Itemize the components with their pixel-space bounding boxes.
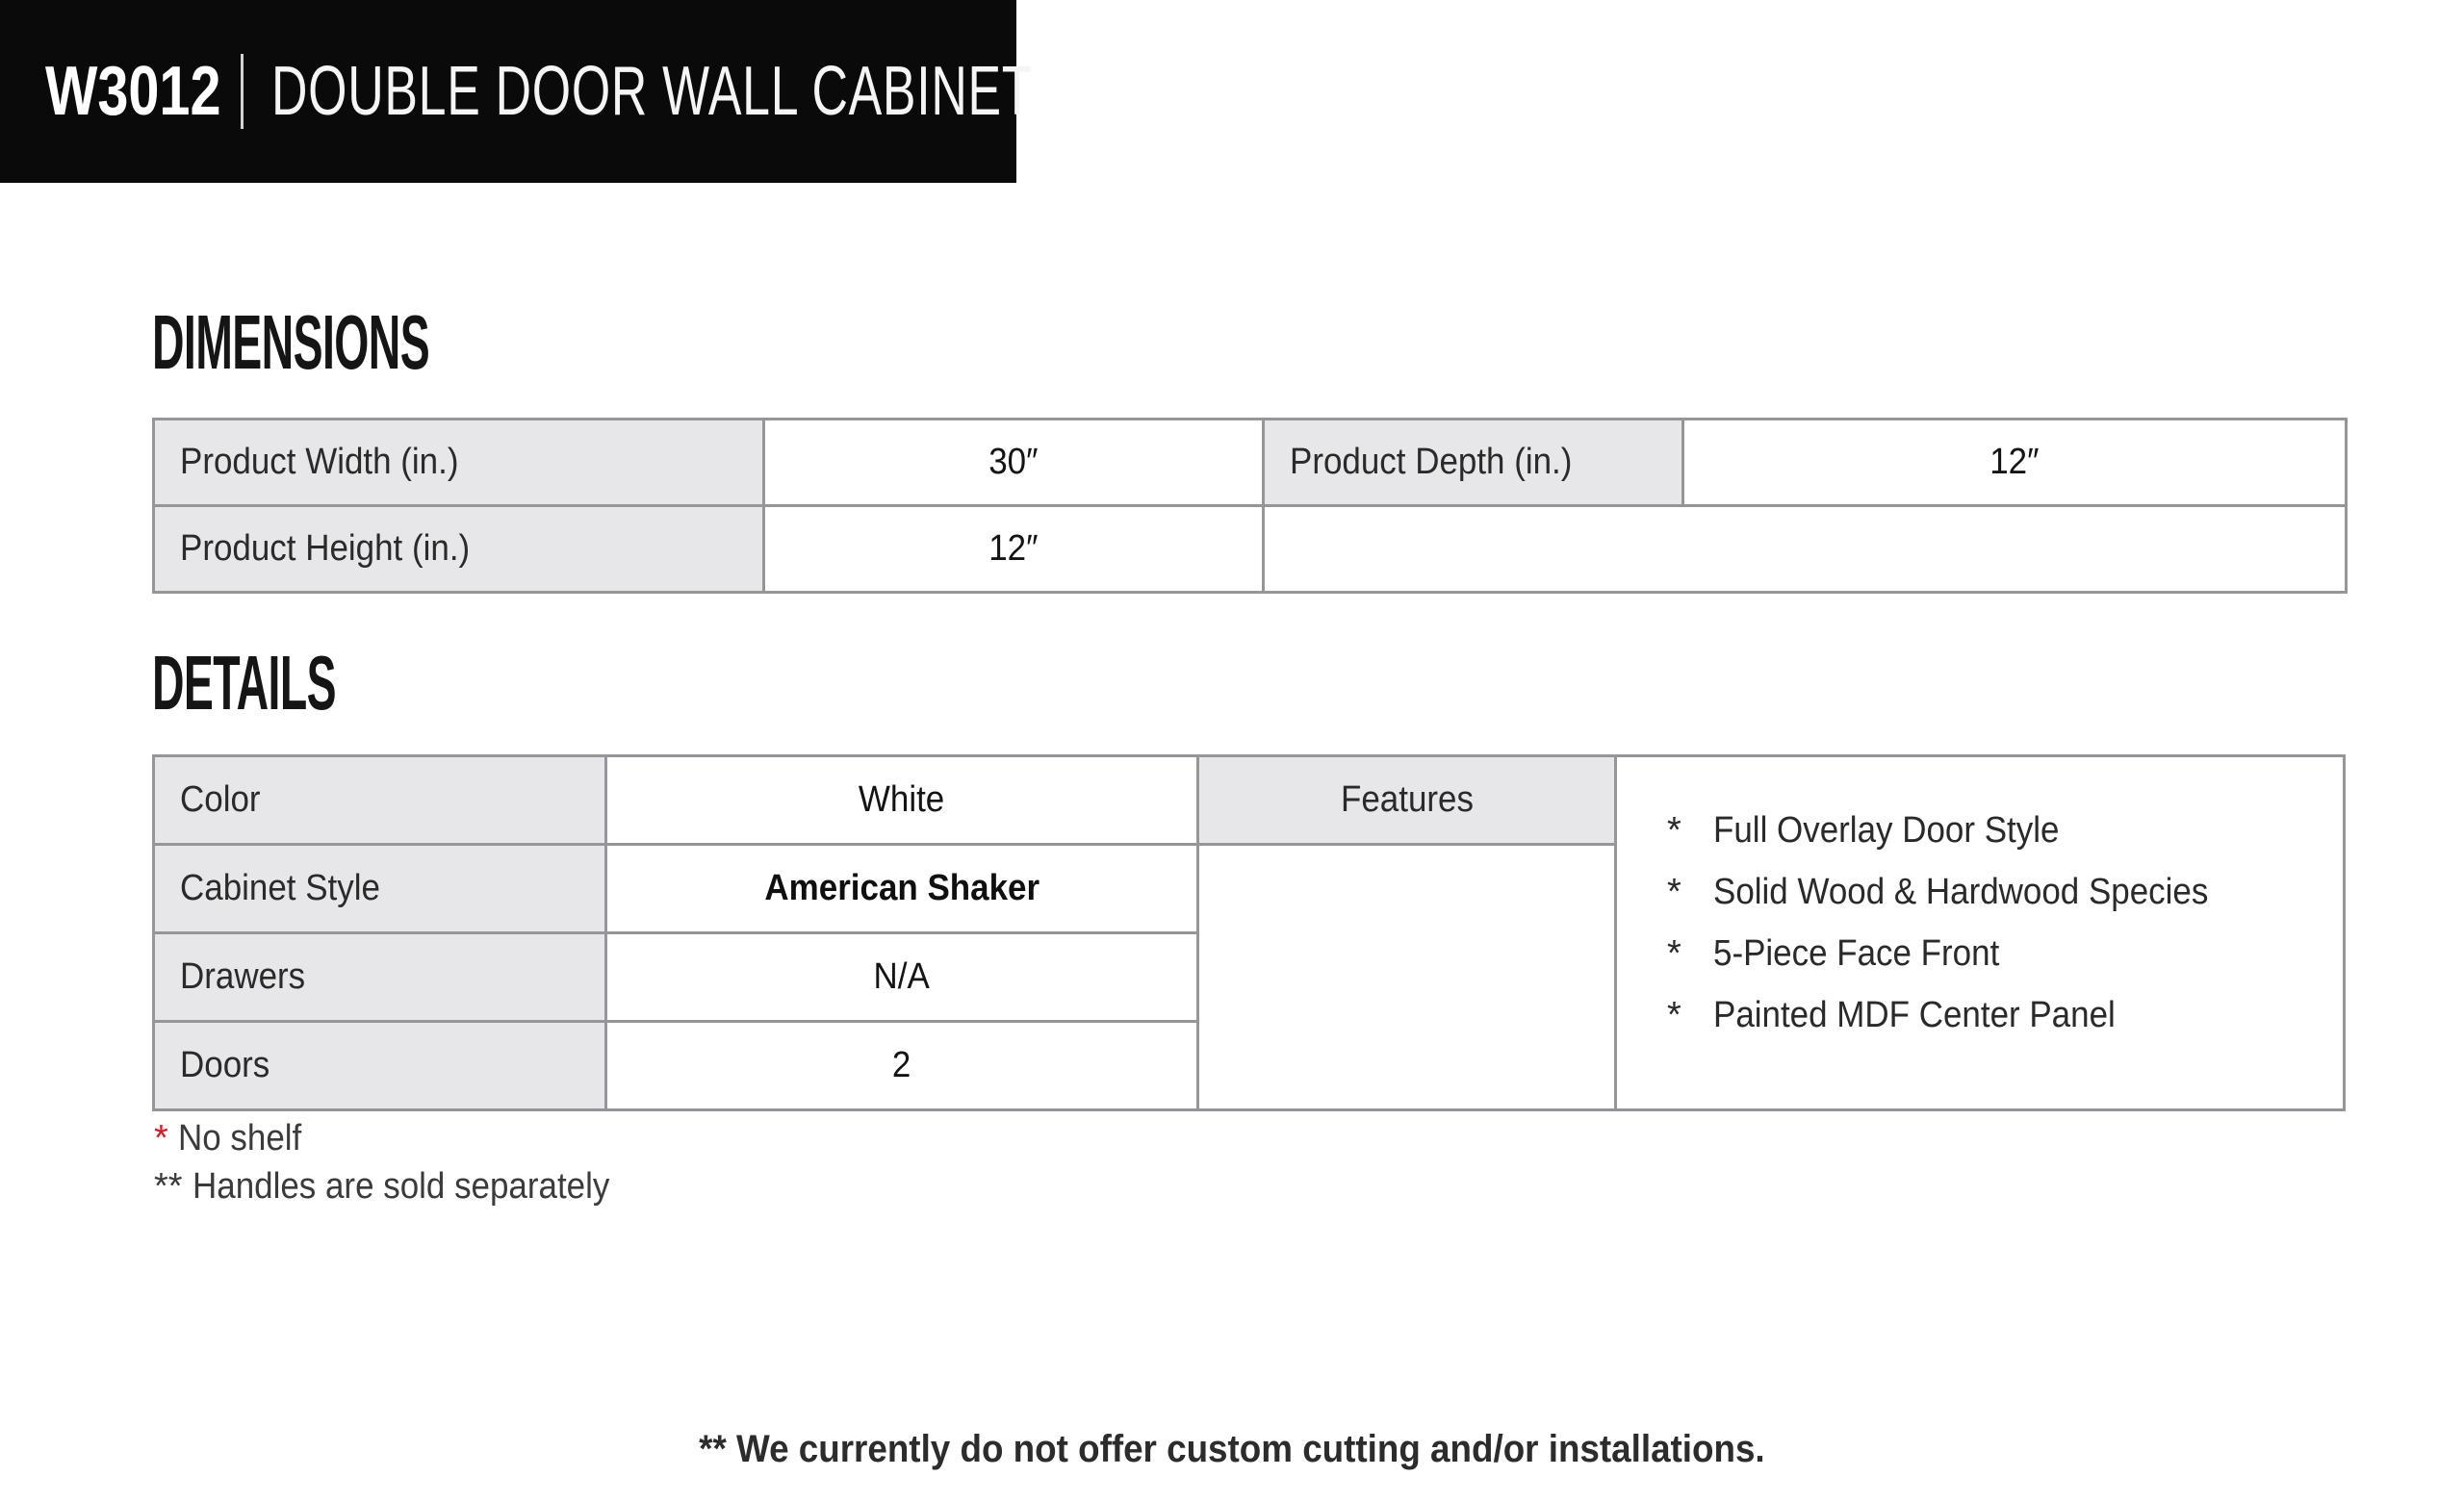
features-header-cell (1198, 756, 1616, 845)
features-list-cell (1616, 756, 2345, 1110)
footnote-text: Handles are sold separately (192, 1166, 609, 1207)
cell-label: Drawers (180, 956, 306, 997)
bottom-note-text: ** We currently do not offer custom cutting and/or installations. (699, 1428, 1765, 1470)
footnote (154, 1162, 646, 1210)
asterisk-bullet: * (1667, 872, 1681, 912)
cell-label: Color (180, 779, 261, 820)
label-cell (154, 933, 606, 1022)
value-cell (606, 1022, 1198, 1110)
banner-divider (241, 54, 244, 129)
feature-item (1667, 934, 2343, 973)
asterisk-bullet: * (1667, 995, 1681, 1035)
label-cell (154, 845, 606, 933)
value-cell (764, 420, 1264, 506)
footnote (154, 1114, 646, 1162)
features-empty-cell (1198, 845, 1616, 1110)
footnotes (154, 1114, 646, 1210)
cell-label: Product Depth (in.) (1290, 442, 1573, 482)
cell-value: 30″ (988, 442, 1039, 482)
banner-title: DOUBLE DOOR WALL CABINET (271, 53, 1034, 130)
feature-text: Solid Wood & Hardwood Species (1713, 872, 2209, 912)
dimensions-heading: DIMENSIONS (152, 299, 430, 385)
dimensions-table (152, 418, 2348, 594)
table-row (154, 420, 2347, 506)
cell-value: American Shaker (764, 868, 1040, 908)
value-cell (764, 506, 1264, 593)
feature-item (1667, 873, 2343, 911)
cell-value: N/A (873, 956, 931, 997)
cell-value: 2 (892, 1045, 911, 1085)
cell-label: Cabinet Style (180, 868, 380, 908)
label-cell (1264, 420, 1683, 506)
value-cell (606, 933, 1198, 1022)
feature-text: Painted MDF Center Panel (1713, 995, 2116, 1035)
label-cell (154, 420, 764, 506)
footnote-marker: ** (154, 1166, 183, 1207)
cell-label: Product Width (in.) (180, 442, 459, 482)
cell-label: Doors (180, 1045, 270, 1085)
footnote-text: No shelf (177, 1118, 302, 1158)
feature-item (1667, 811, 2343, 850)
cell-value: White (859, 779, 945, 820)
details-table (152, 754, 2346, 1111)
feature-text: 5-Piece Face Front (1713, 933, 2000, 974)
cell-value: 12″ (988, 528, 1039, 569)
footnote-marker: * (154, 1118, 168, 1158)
label-cell (154, 756, 606, 845)
feature-text: Full Overlay Door Style (1713, 810, 2060, 851)
empty-cell (1264, 506, 2347, 593)
asterisk-bullet: * (1667, 933, 1681, 974)
features-label: Features (1340, 779, 1474, 820)
table-row (154, 756, 2345, 845)
feature-item (1667, 996, 2343, 1034)
bottom-note (0, 1428, 2464, 1470)
value-cell (606, 845, 1198, 933)
asterisk-bullet: * (1667, 810, 1681, 851)
header-banner (0, 0, 1034, 183)
model-code: W3012 (45, 53, 221, 130)
table-row (154, 506, 2347, 593)
cell-label: Product Height (in.) (180, 528, 471, 569)
value-cell (606, 756, 1198, 845)
label-cell (154, 506, 764, 593)
value-cell (1683, 420, 2347, 506)
label-cell (154, 1022, 606, 1110)
details-heading: DETAILS (152, 640, 336, 726)
cell-value: 12″ (1989, 442, 2040, 482)
